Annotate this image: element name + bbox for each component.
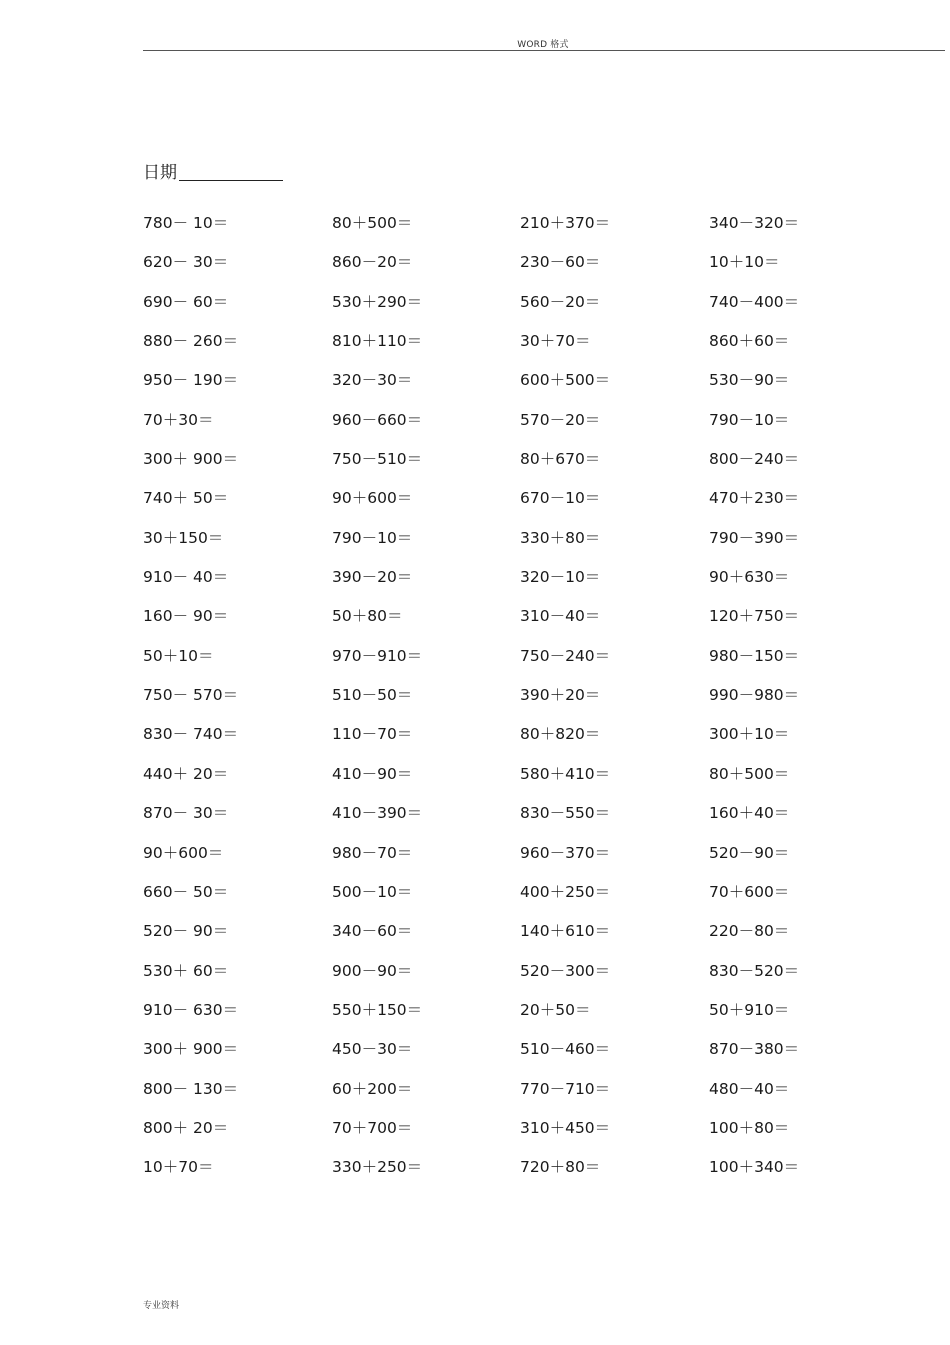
problem-row: [143, 910, 903, 949]
arithmetic-problem: 70＋30＝: [143, 410, 214, 429]
arithmetic-problem: 720＋80＝: [520, 1158, 601, 1177]
arithmetic-problem: 990－980＝: [709, 686, 800, 705]
arithmetic-problem: 750－ 570＝: [143, 686, 239, 705]
problem-grid: [143, 202, 903, 1186]
problem-row: [143, 792, 903, 831]
arithmetic-problem: 340－320＝: [709, 214, 800, 232]
arithmetic-problem: 90＋600＝: [332, 489, 413, 508]
arithmetic-problem: 910－ 630＝: [143, 1000, 239, 1019]
arithmetic-problem: 550＋150＝: [332, 1000, 423, 1019]
problem-row: [143, 1068, 903, 1107]
date-field: [143, 158, 283, 183]
problem-row: [143, 241, 903, 280]
arithmetic-problem: 740－400＝: [709, 292, 800, 311]
arithmetic-problem: 80＋500＝: [709, 764, 790, 783]
arithmetic-problem: 140＋610＝: [520, 922, 611, 941]
arithmetic-problem: 410－90＝: [332, 764, 413, 783]
problem-row: [143, 1146, 903, 1185]
arithmetic-problem: 80＋500＝: [332, 214, 413, 232]
arithmetic-problem: 800－240＝: [709, 450, 800, 469]
arithmetic-problem: 80＋670＝: [520, 450, 601, 469]
arithmetic-problem: 50＋10＝: [143, 646, 214, 665]
arithmetic-problem: 470＋230＝: [709, 489, 800, 508]
arithmetic-problem: 750－510＝: [332, 450, 423, 469]
arithmetic-problem: 100＋80＝: [709, 1118, 790, 1137]
arithmetic-problem: 320－30＝: [332, 371, 413, 390]
arithmetic-problem: 160－ 90＝: [143, 607, 229, 626]
problem-row: [143, 871, 903, 910]
arithmetic-problem: 310－40＝: [520, 607, 601, 626]
arithmetic-problem: 790－390＝: [709, 528, 800, 547]
arithmetic-problem: 740＋ 50＝: [143, 489, 229, 508]
arithmetic-problem: 310＋450＝: [520, 1118, 611, 1137]
problem-row: [143, 477, 903, 516]
arithmetic-problem: 70＋600＝: [709, 882, 790, 901]
arithmetic-problem: 800－ 130＝: [143, 1079, 239, 1098]
arithmetic-problem: 530＋ 60＝: [143, 961, 229, 980]
arithmetic-problem: 960－660＝: [332, 410, 423, 429]
arithmetic-problem: 800＋ 20＝: [143, 1118, 229, 1137]
problem-row: [143, 556, 903, 595]
arithmetic-problem: 210＋370＝: [520, 214, 611, 232]
arithmetic-problem: 90＋630＝: [709, 568, 790, 587]
arithmetic-problem: 100＋340＝: [709, 1158, 800, 1177]
arithmetic-problem: 830－520＝: [709, 961, 800, 980]
problem-row: [143, 359, 903, 398]
arithmetic-problem: 400＋250＝: [520, 882, 611, 901]
arithmetic-problem: 330＋80＝: [520, 528, 601, 547]
arithmetic-problem: 500－10＝: [332, 882, 413, 901]
arithmetic-problem: 570－20＝: [520, 410, 601, 429]
arithmetic-problem: 510－460＝: [520, 1040, 611, 1059]
arithmetic-problem: 110－70＝: [332, 725, 413, 744]
problem-row: [143, 1107, 903, 1146]
arithmetic-problem: 520－90＝: [709, 843, 790, 862]
arithmetic-problem: 80＋820＝: [520, 725, 601, 744]
problem-row: [143, 517, 903, 556]
arithmetic-problem: 770－710＝: [520, 1079, 611, 1098]
date-blank-line: [179, 180, 283, 181]
arithmetic-problem: 390－20＝: [332, 568, 413, 587]
arithmetic-problem: 690－ 60＝: [143, 292, 229, 311]
arithmetic-problem: 340－60＝: [332, 922, 413, 941]
arithmetic-problem: 950－ 190＝: [143, 371, 239, 390]
problem-row: [143, 202, 903, 241]
arithmetic-problem: 860＋60＝: [709, 332, 790, 351]
problem-row: [143, 713, 903, 752]
arithmetic-problem: 70＋700＝: [332, 1118, 413, 1137]
arithmetic-problem: 120＋750＝: [709, 607, 800, 626]
arithmetic-problem: 230－60＝: [520, 253, 601, 272]
arithmetic-problem: 300＋ 900＝: [143, 1040, 239, 1059]
arithmetic-problem: 910－ 40＝: [143, 568, 229, 587]
arithmetic-problem: 830－550＝: [520, 804, 611, 823]
arithmetic-problem: 870－ 30＝: [143, 804, 229, 823]
problem-row: [143, 1028, 903, 1067]
arithmetic-problem: 300＋10＝: [709, 725, 790, 744]
arithmetic-problem: 960－370＝: [520, 843, 611, 862]
problem-row: [143, 753, 903, 792]
arithmetic-problem: 530－90＝: [709, 371, 790, 390]
problem-row: [143, 950, 903, 989]
arithmetic-problem: 520－ 90＝: [143, 922, 229, 941]
arithmetic-problem: 750－240＝: [520, 646, 611, 665]
problem-row: [143, 832, 903, 871]
arithmetic-problem: 60＋200＝: [332, 1079, 413, 1098]
arithmetic-problem: 870－380＝: [709, 1040, 800, 1059]
arithmetic-problem: 30＋70＝: [520, 332, 591, 351]
arithmetic-problem: 660－ 50＝: [143, 882, 229, 901]
arithmetic-problem: 860－20＝: [332, 253, 413, 272]
arithmetic-problem: 330＋250＝: [332, 1158, 423, 1177]
arithmetic-problem: 560－20＝: [520, 292, 601, 311]
arithmetic-problem: 160＋40＝: [709, 804, 790, 823]
arithmetic-problem: 50＋910＝: [709, 1000, 790, 1019]
arithmetic-problem: 10＋10＝: [709, 253, 780, 272]
arithmetic-problem: 780－ 10＝: [143, 214, 229, 232]
arithmetic-problem: 320－10＝: [520, 568, 601, 587]
arithmetic-problem: 530＋290＝: [332, 292, 423, 311]
arithmetic-problem: 510－50＝: [332, 686, 413, 705]
arithmetic-problem: 30＋150＝: [143, 528, 224, 547]
problem-row: [143, 635, 903, 674]
arithmetic-problem: 880－ 260＝: [143, 332, 239, 351]
arithmetic-problem: 620－ 30＝: [143, 253, 229, 272]
problem-row: [143, 674, 903, 713]
arithmetic-problem: 980－70＝: [332, 843, 413, 862]
page-footer: 专业资料: [143, 1301, 180, 1311]
problem-row: [143, 320, 903, 359]
arithmetic-problem: 410－390＝: [332, 804, 423, 823]
page-header: WORD 格式: [517, 40, 569, 50]
problem-row: [143, 989, 903, 1028]
arithmetic-problem: 450－30＝: [332, 1040, 413, 1059]
arithmetic-problem: 900－90＝: [332, 961, 413, 980]
problem-row: [143, 281, 903, 320]
arithmetic-problem: 810＋110＝: [332, 332, 423, 351]
arithmetic-problem: 830－ 740＝: [143, 725, 239, 744]
arithmetic-problem: 440＋ 20＝: [143, 764, 229, 783]
arithmetic-problem: 790－10＝: [709, 410, 790, 429]
arithmetic-problem: 50＋80＝: [332, 607, 403, 626]
arithmetic-problem: 980－150＝: [709, 646, 800, 665]
arithmetic-problem: 300＋ 900＝: [143, 450, 239, 469]
problem-row: [143, 399, 903, 438]
arithmetic-problem: 90＋600＝: [143, 843, 224, 862]
arithmetic-problem: 390＋20＝: [520, 686, 601, 705]
problem-row: [143, 438, 903, 477]
arithmetic-problem: 220－80＝: [709, 922, 790, 941]
arithmetic-problem: 580＋410＝: [520, 764, 611, 783]
arithmetic-problem: 520－300＝: [520, 961, 611, 980]
arithmetic-problem: 600＋500＝: [520, 371, 611, 390]
header-divider: [143, 50, 945, 51]
arithmetic-problem: 480－40＝: [709, 1079, 790, 1098]
date-label: 日期: [143, 163, 177, 183]
arithmetic-problem: 970－910＝: [332, 646, 423, 665]
arithmetic-problem: 670－10＝: [520, 489, 601, 508]
arithmetic-problem: 790－10＝: [332, 528, 413, 547]
problem-row: [143, 595, 903, 634]
arithmetic-problem: 20＋50＝: [520, 1000, 591, 1019]
arithmetic-problem: 10＋70＝: [143, 1158, 214, 1177]
